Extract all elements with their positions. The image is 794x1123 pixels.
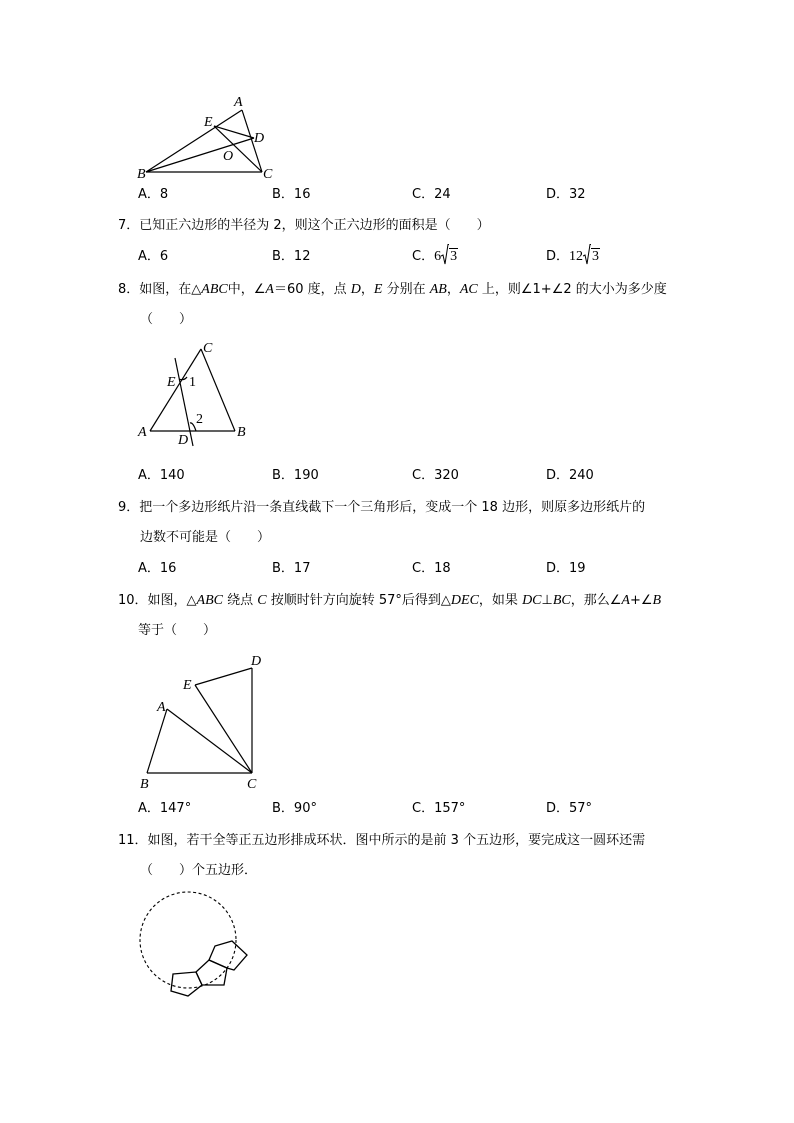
q7-option-c-coef: 6 xyxy=(434,249,442,264)
q9-option-b[interactable]: B．17 xyxy=(272,561,311,576)
q7-option-a[interactable]: A．6 xyxy=(138,249,169,264)
q7-text: 7．已知正六边形的半径为 2，则这个正六边形的面积是（ ） xyxy=(118,218,490,233)
q10-text-line2: 等于（ ） xyxy=(138,623,217,638)
q6-label-a: A xyxy=(234,95,243,110)
q8-label-2: 2 xyxy=(196,412,203,427)
dashed-ring-circle xyxy=(140,892,236,988)
q6-option-c[interactable]: C．24 xyxy=(412,187,451,202)
q7-option-c-prefix: C． xyxy=(412,249,435,264)
q9-text-line2: 边数不可能是（ ） xyxy=(140,530,271,545)
q8-figure xyxy=(134,340,254,450)
q6-label-e: E xyxy=(204,115,213,130)
q6-figure xyxy=(130,92,280,184)
q8-option-d[interactable]: D．240 xyxy=(546,468,594,483)
q9-option-a[interactable]: A．16 xyxy=(138,561,177,576)
q10-label-d: D xyxy=(251,654,262,669)
q7-option-c-rad: 3 xyxy=(450,249,458,264)
q9-text-line1: 9．把一个多边形纸片沿一条直线截下一个三角形后，变成一个 18 边形，则原多边形纸片的 xyxy=(118,500,646,515)
q9-option-d[interactable]: D．19 xyxy=(546,561,586,576)
q9-option-c[interactable]: C．18 xyxy=(412,561,451,576)
sqrt-radical-icon xyxy=(441,248,458,266)
q8-text-line2: （ ） xyxy=(140,312,193,327)
q10-option-d[interactable]: D．57° xyxy=(546,801,593,816)
q8-label-a: A xyxy=(138,425,147,440)
q6-label-b: B xyxy=(137,167,146,182)
q8-option-a[interactable]: A．140 xyxy=(138,468,185,483)
q10-option-c[interactable]: C．157° xyxy=(412,801,466,816)
q6-label-d: D xyxy=(254,131,265,146)
q10-label-a: A xyxy=(157,700,166,715)
q7-option-d[interactable] xyxy=(546,248,600,266)
q11-text-line2: （ ）个五边形． xyxy=(140,863,258,878)
q6-label-c: C xyxy=(263,167,273,182)
q8-option-c[interactable]: C．320 xyxy=(412,468,459,483)
q7-option-c[interactable] xyxy=(412,248,458,266)
q7-option-b[interactable]: B．12 xyxy=(272,249,311,264)
q8-label-c: C xyxy=(203,341,213,356)
q8-label-b: B xyxy=(237,425,246,440)
q6-option-b[interactable]: B．16 xyxy=(272,187,311,202)
q11-text-line1: 11．如图，若干全等正五边形排成环状．图中所示的是前 3 个五边形，要完成这一圆环还需 xyxy=(118,833,646,848)
q10-text-line1: 10．如图，△ABC 绕点 C 按顺时针方向旋转 57°后得到△DEC，如果 DC⊥BC，那么∠A+∠B xyxy=(118,593,662,608)
q10-option-a[interactable]: A．147° xyxy=(138,801,192,816)
q10-option-b[interactable]: B．90° xyxy=(272,801,317,816)
q7-option-d-coef: 12 xyxy=(569,249,584,264)
q7-option-d-prefix: D． xyxy=(546,249,570,264)
pentagon-3 xyxy=(209,941,247,970)
q7-option-d-rad: 3 xyxy=(592,249,600,264)
sqrt-radical-icon xyxy=(583,248,600,266)
q8-label-d: D xyxy=(178,433,189,448)
q8-option-b[interactable]: B．190 xyxy=(272,468,319,483)
q11-figure xyxy=(132,888,262,1014)
q10-label-e: E xyxy=(183,678,192,693)
q6-option-d[interactable]: D．32 xyxy=(546,187,586,202)
q8-label-e: E xyxy=(167,375,176,390)
q6-option-a[interactable]: A．8 xyxy=(138,187,169,202)
q6-label-o: O xyxy=(223,149,234,164)
q8-label-1: 1 xyxy=(189,375,196,390)
q10-label-b: B xyxy=(140,777,149,792)
q10-figure xyxy=(136,650,271,795)
q8-text-line1: 8．如图，在△ABC中，∠A＝60 度，点 D，E 分别在 AB，AC 上，则∠1+∠2 的大小为多少度 xyxy=(118,282,667,297)
q10-label-c: C xyxy=(247,777,257,792)
